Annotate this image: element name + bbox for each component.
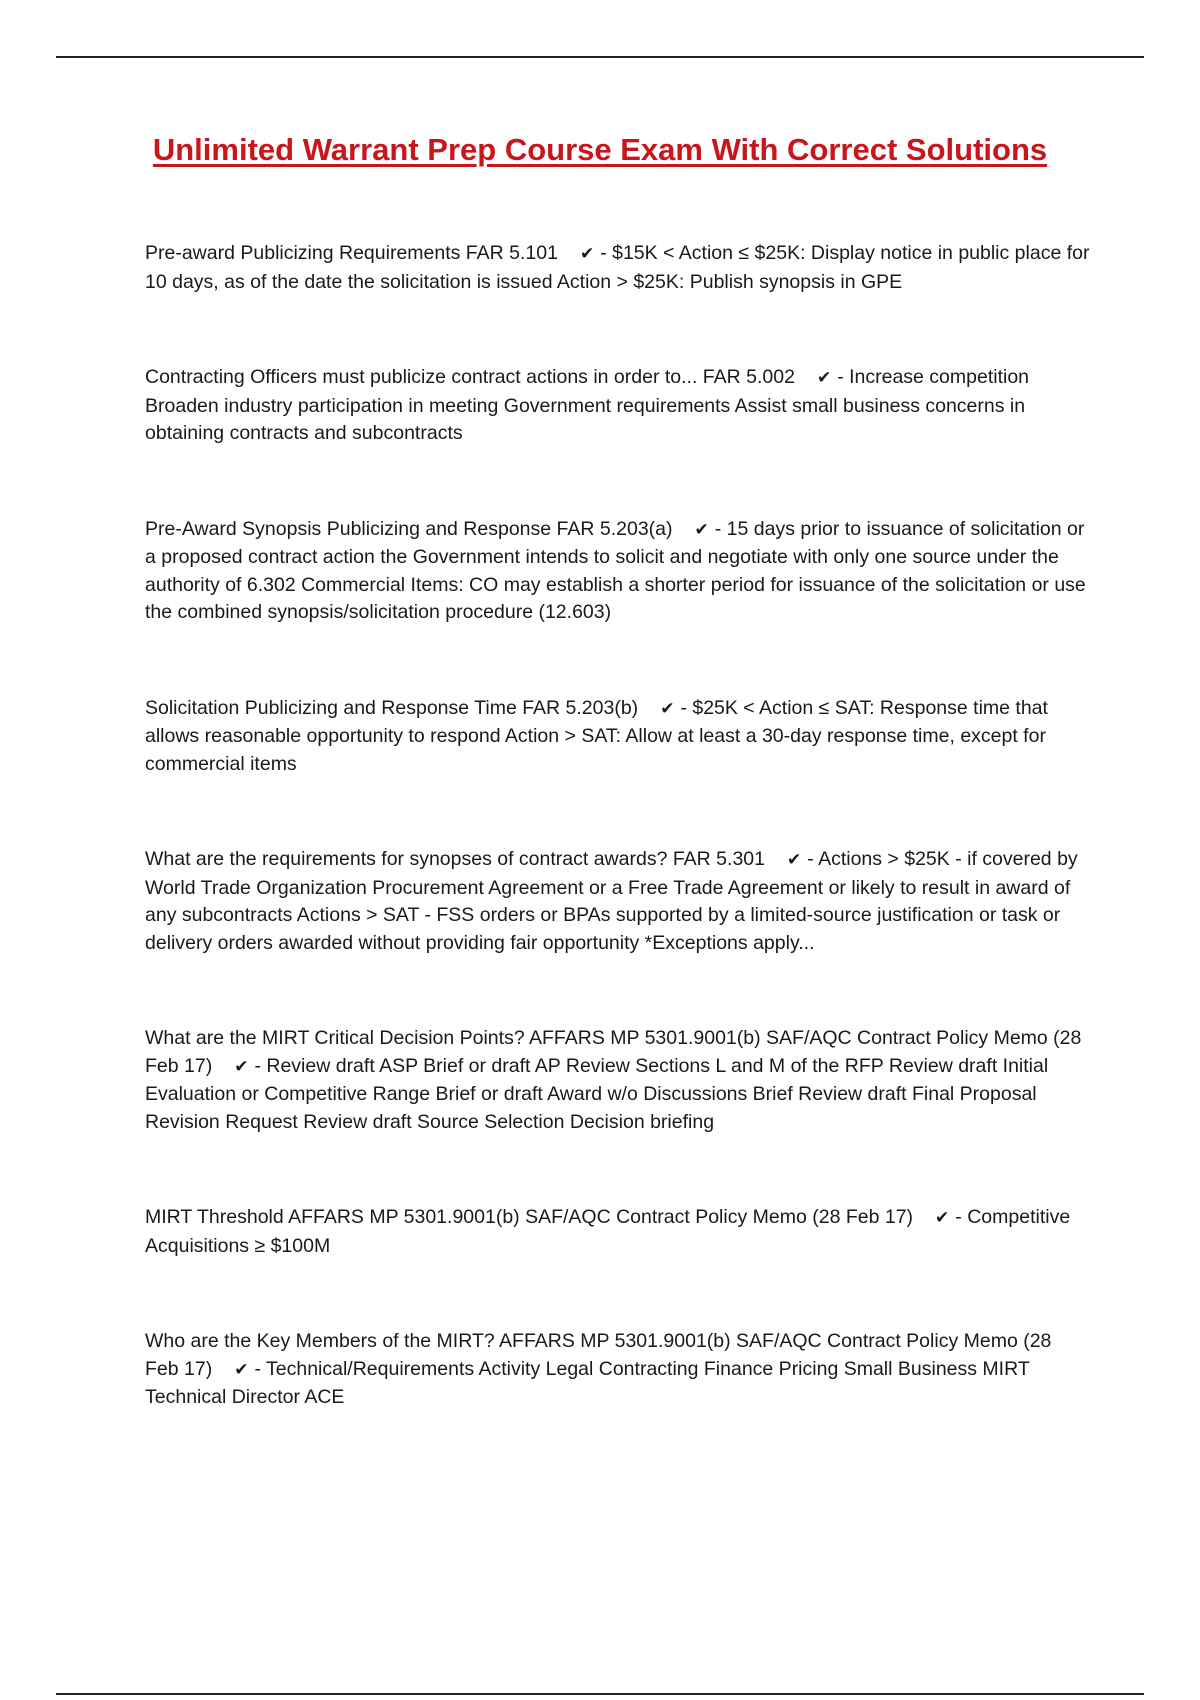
- qa-answer: - $25K < Action ≤ SAT: Response time that allows reasonable opportunity to respond Action > SAT: Allow at least a 30-day response time, except for commercial items: [145, 696, 1048, 775]
- qa-question: Solicitation Publicizing and Response Time FAR 5.203(b): [145, 696, 639, 719]
- qa-answer: - Technical/Requirements Activity Legal Contracting Finance Pricing Small Business MIRT Technical Director ACE: [145, 1357, 1030, 1408]
- qa-question: Contracting Officers must publicize contract actions in order to... FAR 5.002: [145, 366, 795, 388]
- qa-list: [145, 240, 1090, 1412]
- qa-item: [145, 1025, 1090, 1136]
- qa-answer: - Actions > $25K - if covered by World Trade Organization Procurement Agreement or a Free Trade Agreement or likely to result in award of any subcontracts Actions > SAT - FSS orders or BPAs supported by a limited-source justification or task or delivery orders awarded without providing fair opportunity *Exceptions apply...: [145, 848, 1078, 954]
- qa-item: [145, 1204, 1090, 1260]
- check-icon: ✔: [786, 850, 802, 870]
- check-icon: ✔: [234, 1056, 249, 1077]
- check-icon: ✔: [935, 1208, 950, 1228]
- qa-item: [145, 516, 1090, 627]
- qa-item: [145, 1328, 1090, 1412]
- qa-answer: - $15K < Action ≤ $25K: Display notice in public place for 10 days, as of the date the solicitation is issued Action > $25K: Publish synopsis in GPE: [145, 242, 1090, 293]
- qa-question: Pre-award Publicizing Requirements FAR 5.101: [145, 242, 558, 264]
- qa-answer: - Review draft ASP Brief or draft AP Review Sections L and M of the RFP Review draft Initial Evaluation or Competitive Range Brief or draft Award w/o Discussions Brief Review draft Final Proposal Revision Request Review draft Source Selection Decision briefing: [145, 1054, 1049, 1133]
- qa-item: [145, 695, 1090, 779]
- check-icon: ✔: [816, 368, 832, 388]
- qa-question: What are the MIRT Critical Decision Points? AFFARS MP 5301.9001(b) SAF/AQC Contract Policy Memo (28 Feb 17): [145, 1027, 1082, 1077]
- check-icon: ✔: [660, 698, 675, 719]
- bottom-rule: [56, 1693, 1144, 1695]
- check-icon: ✔: [579, 244, 595, 264]
- qa-question: What are the requirements for synopses of contract awards? FAR 5.301: [145, 848, 765, 870]
- check-icon: ✔: [234, 1359, 249, 1380]
- qa-item: [145, 364, 1090, 448]
- qa-question: MIRT Threshold AFFARS MP 5301.9001(b) SAF/AQC Contract Policy Memo (28 Feb 17): [145, 1206, 914, 1228]
- qa-item: [145, 846, 1090, 957]
- qa-answer: - Increase competition Broaden industry participation in meeting Government requirements Assist small business concerns in obtaining contracts and subcontracts: [145, 366, 1030, 444]
- qa-answer: - 15 days prior to issuance of solicitation or a proposed contract action the Government intends to solicit and negotiate with only one source under the authority of 6.302 Commercial Items: CO may establish a shorter period for issuance of the solicitation or use the combined synopsis/solicitation procedure (12.603): [145, 517, 1086, 623]
- check-icon: ✔: [694, 519, 709, 540]
- top-rule: [56, 56, 1144, 58]
- qa-answer: - Competitive Acquisitions ≥ $100M: [145, 1206, 1071, 1257]
- qa-question: Pre-Award Synopsis Publicizing and Response FAR 5.203(a): [145, 517, 673, 540]
- qa-item: [145, 240, 1090, 296]
- qa-question: Who are the Key Members of the MIRT? AFFARS MP 5301.9001(b) SAF/AQC Contract Policy Memo (28 Feb 17): [145, 1330, 1052, 1380]
- document-title: Unlimited Warrant Prep Course Exam With Correct Solutions: [152, 132, 1048, 167]
